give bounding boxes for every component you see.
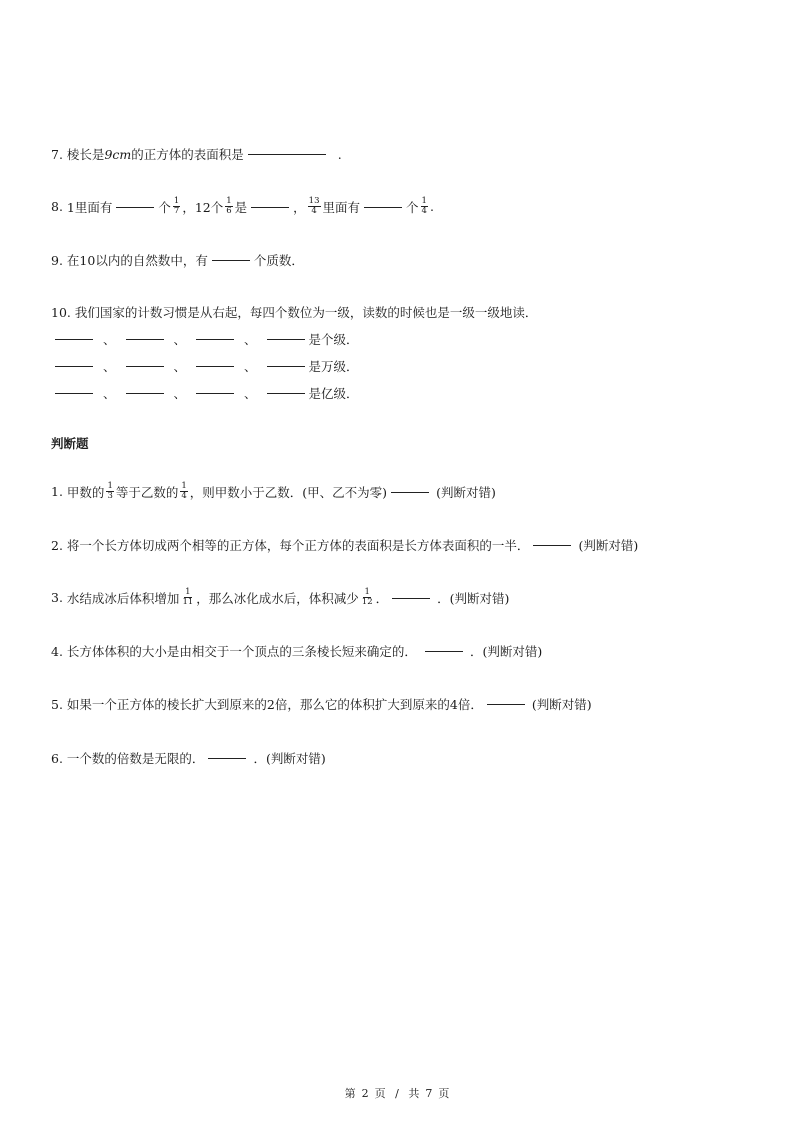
answer-blank[interactable] xyxy=(364,206,402,208)
page-number: 2 xyxy=(361,1087,369,1100)
fraction: $\frac{1}{7}$ xyxy=(173,196,180,216)
answer-blank[interactable] xyxy=(212,259,250,261)
page-footer xyxy=(0,1085,794,1101)
judge-hint: ．(判断对错) xyxy=(437,590,510,606)
question-8 xyxy=(51,197,434,216)
question-number: 5. xyxy=(51,696,63,712)
question-text: 长方体体积的大小是由相交于一个顶点的三条棱长短来确定的． xyxy=(66,644,417,659)
answer-blank[interactable] xyxy=(126,392,164,394)
question-7 xyxy=(51,145,342,163)
judge-hint: (判断对错) xyxy=(531,697,592,712)
section-title: 判断题 xyxy=(51,436,89,451)
row-label: 是亿级． xyxy=(308,386,359,401)
edge-unit: cm xyxy=(112,146,132,162)
answer-blank[interactable] xyxy=(196,338,234,340)
question-text: 等于乙数的 xyxy=(115,484,179,500)
question-10 xyxy=(51,303,537,321)
answer-blank[interactable] xyxy=(267,365,305,367)
judge-hint: ．(判断对错) xyxy=(253,751,326,766)
answer-blank[interactable] xyxy=(55,392,93,394)
question-number: 9. xyxy=(51,252,63,268)
footer-text: 第 xyxy=(344,1087,356,1100)
question-text: 是 xyxy=(234,199,248,215)
question-text: 里面有 xyxy=(322,199,361,215)
question-number: 6. xyxy=(51,750,63,766)
fraction: $\frac{1}{12}$ xyxy=(361,587,373,607)
footer-text: 页 xyxy=(438,1087,450,1100)
answer-blank[interactable] xyxy=(126,338,164,340)
judgement-5 xyxy=(51,695,592,713)
question-text: 1里面有 xyxy=(66,199,113,215)
question-text: ，则甲数小于乙数．(甲、乙不为零) xyxy=(189,484,388,500)
question-text: ，那么冰化成水后，体积减少 xyxy=(196,590,359,606)
judgement-1 xyxy=(51,482,496,501)
answer-blank[interactable] xyxy=(533,544,571,546)
judgement-2 xyxy=(51,536,638,554)
judgement-4 xyxy=(51,642,542,660)
answer-blank[interactable] xyxy=(391,491,429,493)
fraction: $\frac{1}{11}$ xyxy=(182,587,194,607)
answer-blank[interactable] xyxy=(126,365,164,367)
answer-blank[interactable] xyxy=(267,392,305,394)
answer-blank[interactable] xyxy=(208,757,246,759)
answer-blank[interactable] xyxy=(55,338,93,340)
question-text: 个 xyxy=(158,199,171,215)
answer-blank[interactable] xyxy=(267,338,305,340)
footer-separator: / xyxy=(395,1087,399,1100)
judge-hint: (判断对错) xyxy=(436,484,496,500)
fraction: $\frac{1}{4}$ xyxy=(421,196,427,216)
question-text: ， xyxy=(293,199,306,215)
judgement-3 xyxy=(51,588,509,607)
question-text: ，12个 xyxy=(182,199,224,215)
edge-value: 9 xyxy=(104,146,113,162)
q10-row-2: 、 、 、 是万级． xyxy=(55,357,359,375)
answer-blank[interactable] xyxy=(425,650,463,652)
question-number: 2. xyxy=(51,537,63,553)
answer-blank[interactable] xyxy=(55,365,93,367)
question-text: 一个数的倍数是无限的． xyxy=(66,751,205,766)
question-number: 7. xyxy=(51,146,63,162)
q10-row-1: 、 、 、 是个级． xyxy=(55,330,359,348)
question-text: 个 xyxy=(406,199,419,215)
fraction: $\frac{13}{4}$ xyxy=(308,196,320,216)
question-number: 1. xyxy=(51,484,63,499)
question-text: 将一个长方体切成两个相等的正方体，每个正方体的表面积是长方体表面积的一半． xyxy=(66,538,530,553)
row-label: 是万级． xyxy=(308,359,359,374)
answer-blank[interactable] xyxy=(392,597,430,599)
question-text: 的正方体的表面积是 xyxy=(131,147,244,162)
question-number: 3. xyxy=(51,590,63,605)
footer-text: 共 xyxy=(408,1087,420,1100)
question-text: 如果一个正方体的棱长扩大到原来的2倍，那么它的体积扩大到原来的4倍． xyxy=(66,697,483,712)
q10-row-3: 、 、 、 是亿级． xyxy=(55,384,359,402)
answer-blank[interactable] xyxy=(248,153,326,155)
question-number: 8. xyxy=(51,199,63,214)
answer-blank[interactable] xyxy=(251,206,289,208)
judge-hint: ．(判断对错) xyxy=(469,644,543,659)
question-end: . xyxy=(429,199,434,214)
question-number: 4. xyxy=(51,643,63,659)
footer-text: 页 xyxy=(374,1087,386,1100)
fraction: $\frac{1}{3}$ xyxy=(107,481,113,501)
question-text: 个质数． xyxy=(253,253,304,268)
question-text: 在10以内的自然数中，有 xyxy=(66,253,208,268)
question-9 xyxy=(51,251,304,269)
question-text: 棱长是 xyxy=(66,147,105,162)
question-text: 水结成冰后体积增加 xyxy=(66,590,180,606)
fraction: $\frac{1}{4}$ xyxy=(181,481,187,501)
judgement-6 xyxy=(51,749,326,767)
question-text: ． xyxy=(375,590,389,606)
question-number: 10. xyxy=(51,304,71,320)
question-end: . xyxy=(337,146,342,162)
total-pages: 7 xyxy=(425,1087,433,1100)
question-text: 甲数的 xyxy=(66,484,105,500)
question-text: 我们国家的计数习惯是从右起，每四个数位为一级，读数的时候也是一级一级地读． xyxy=(74,305,538,320)
fraction: $\frac{1}{6}$ xyxy=(226,196,232,216)
row-label: 是个级． xyxy=(308,332,359,347)
judge-hint: (判断对错) xyxy=(578,538,639,553)
answer-blank[interactable] xyxy=(487,703,525,705)
answer-blank[interactable] xyxy=(116,206,154,208)
answer-blank[interactable] xyxy=(196,392,234,394)
answer-blank[interactable] xyxy=(196,365,234,367)
